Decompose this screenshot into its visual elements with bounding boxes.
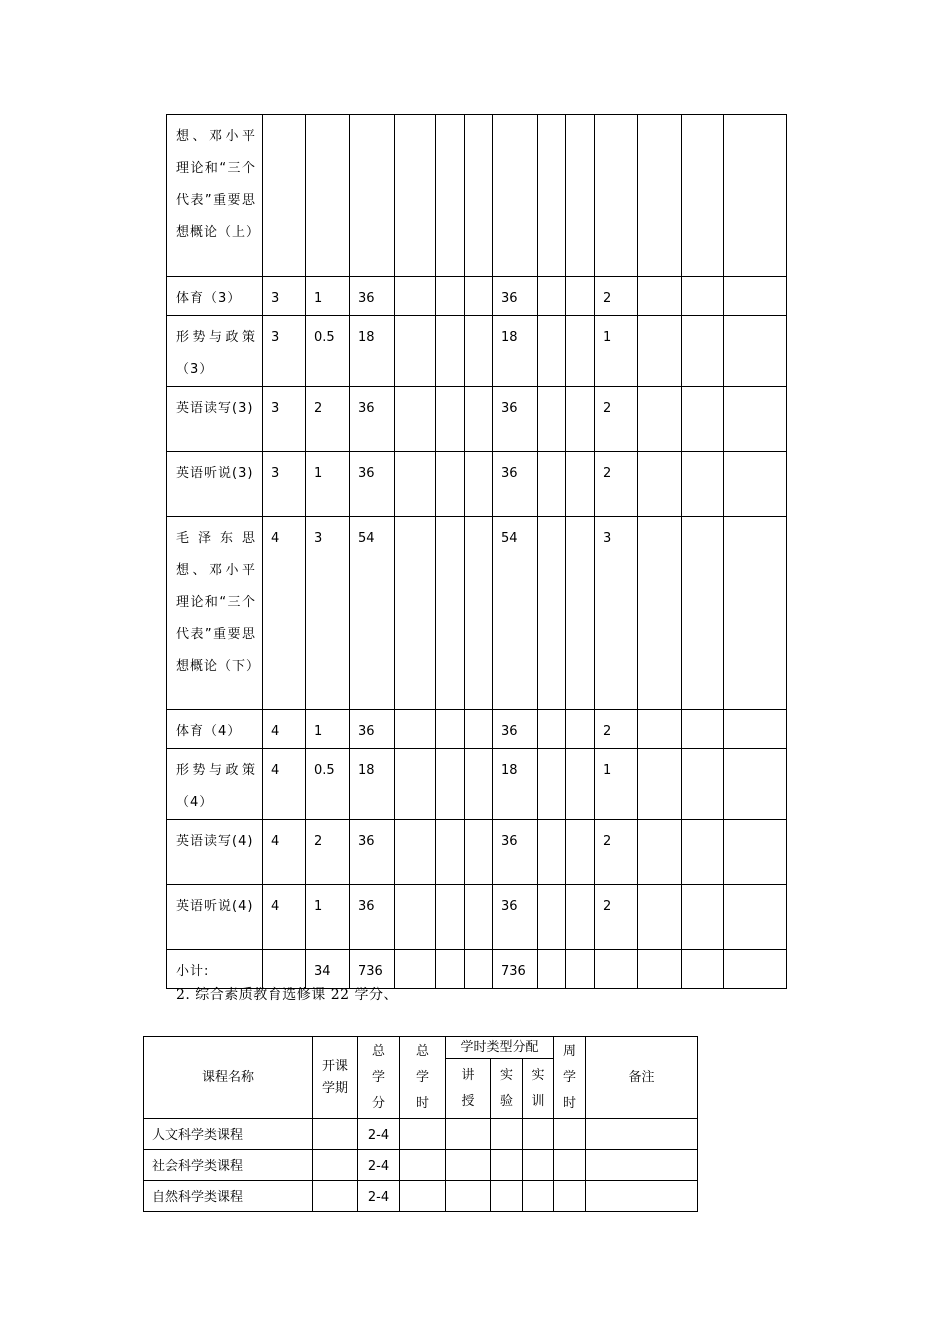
table-cell [638, 115, 682, 277]
table-cell [638, 749, 682, 820]
table-cell: 36 [493, 387, 538, 452]
table-cell [436, 885, 465, 950]
table-cell: 3 [263, 277, 306, 316]
table-cell: 1 [306, 710, 350, 749]
table-cell: 36 [350, 452, 395, 517]
table-cell [682, 115, 724, 277]
table-cell [263, 115, 306, 277]
table-cell: 36 [493, 452, 538, 517]
credit-cell: 2-4 [358, 1119, 400, 1150]
header-total-credit: 总 学 分 [358, 1037, 400, 1119]
table-cell [724, 387, 787, 452]
table-cell [313, 1119, 358, 1150]
table-cell [724, 820, 787, 885]
table-cell [638, 316, 682, 387]
course-name-cell: 体育（3） [167, 277, 263, 316]
table-cell: 2 [306, 820, 350, 885]
table-cell [586, 1119, 698, 1150]
table-cell [436, 452, 465, 517]
table-cell [493, 115, 538, 277]
table-cell [538, 316, 566, 387]
table-cell [465, 749, 493, 820]
table-row [167, 517, 787, 710]
course-name-cell: 英语听说(4) [167, 885, 263, 950]
table-cell [350, 115, 395, 277]
table-cell: 0.5 [306, 749, 350, 820]
table-cell [395, 387, 436, 452]
table-cell [538, 885, 566, 950]
table-cell [465, 115, 493, 277]
table-cell: 3 [595, 517, 638, 710]
table-cell: 3 [263, 387, 306, 452]
table-cell [446, 1119, 491, 1150]
course-name-cell: 体育（4） [167, 710, 263, 749]
table-cell: 3 [306, 517, 350, 710]
table-cell [263, 950, 306, 989]
table-cell [395, 452, 436, 517]
course-name-cell: 想、邓小平理论和“三个代表”重要思想概论（上） [167, 115, 263, 277]
table-cell: 4 [263, 517, 306, 710]
table-cell [586, 1150, 698, 1181]
table-cell: 36 [493, 710, 538, 749]
table-row [167, 277, 787, 316]
table-cell: 36 [493, 277, 538, 316]
table-cell [465, 820, 493, 885]
table-cell [395, 950, 436, 989]
course-table [166, 114, 787, 989]
table-cell: 36 [350, 710, 395, 749]
table-cell [306, 115, 350, 277]
table-cell: 36 [493, 820, 538, 885]
table-cell: 54 [350, 517, 395, 710]
table-cell: 1 [306, 885, 350, 950]
table-cell [313, 1181, 358, 1212]
table-cell [566, 749, 595, 820]
table-cell [436, 277, 465, 316]
table-cell: 1 [306, 277, 350, 316]
table-row [167, 950, 787, 989]
header-lecture: 讲 授 [446, 1059, 491, 1119]
table-cell: 4 [263, 820, 306, 885]
table-cell [395, 749, 436, 820]
table-row [167, 820, 787, 885]
table-cell [465, 885, 493, 950]
table-cell [682, 517, 724, 710]
table-row [144, 1119, 698, 1150]
table-cell [436, 387, 465, 452]
table-cell: 2 [595, 387, 638, 452]
table-cell [554, 1150, 586, 1181]
table-cell [682, 749, 724, 820]
table-cell: 36 [350, 885, 395, 950]
table-cell [595, 950, 638, 989]
table-row [167, 749, 787, 820]
table-cell [724, 316, 787, 387]
table-cell [465, 517, 493, 710]
table-cell [638, 452, 682, 517]
table-row [144, 1181, 698, 1212]
section-note: 2. 综合素质教育选修课 22 学分、 [176, 987, 399, 1003]
course-name-cell: 毛泽东思想、邓小平理论和“三个代表”重要思想概论（下） [167, 517, 263, 710]
table-cell [465, 710, 493, 749]
table-cell [538, 749, 566, 820]
table-cell [682, 277, 724, 316]
table-cell [400, 1150, 446, 1181]
table-cell [436, 820, 465, 885]
table-cell [638, 387, 682, 452]
table-cell [724, 710, 787, 749]
table-cell [554, 1181, 586, 1212]
table-cell: 36 [350, 820, 395, 885]
table-cell: 4 [263, 885, 306, 950]
table-cell [395, 277, 436, 316]
table-cell [395, 820, 436, 885]
table-cell [566, 277, 595, 316]
table-cell [638, 820, 682, 885]
course-name-cell: 小计: [167, 950, 263, 989]
table-cell [538, 387, 566, 452]
table-cell [395, 710, 436, 749]
credit-cell: 2-4 [358, 1181, 400, 1212]
header-hour-types: 学时类型分配 [446, 1037, 554, 1059]
header-total-hours: 总 学 时 [400, 1037, 446, 1119]
table-cell: 18 [350, 316, 395, 387]
table-cell: 0.5 [306, 316, 350, 387]
table-cell: 2 [595, 277, 638, 316]
table-cell [595, 115, 638, 277]
table-cell: 736 [493, 950, 538, 989]
header-remarks: 备注 [586, 1037, 698, 1119]
table-cell [538, 517, 566, 710]
table-cell [566, 517, 595, 710]
table-cell [724, 517, 787, 710]
table-cell: 2 [595, 820, 638, 885]
table-cell [395, 517, 436, 710]
table-cell [638, 517, 682, 710]
table-cell: 3 [263, 316, 306, 387]
table-cell [465, 316, 493, 387]
table-cell [682, 452, 724, 517]
table-cell [724, 277, 787, 316]
credit-cell: 2-4 [358, 1150, 400, 1181]
table-cell: 2 [595, 710, 638, 749]
table-cell [724, 885, 787, 950]
table-cell [465, 387, 493, 452]
course-name-cell: 形势与政策（3） [167, 316, 263, 387]
table-cell [538, 115, 566, 277]
table-cell [395, 316, 436, 387]
table-cell [724, 950, 787, 989]
table-cell [395, 885, 436, 950]
course-name-cell: 英语读写(4) [167, 820, 263, 885]
table-cell [586, 1181, 698, 1212]
table-cell [538, 452, 566, 517]
table-cell [400, 1181, 446, 1212]
table-row [144, 1150, 698, 1181]
table-cell [491, 1119, 523, 1150]
table-cell [566, 452, 595, 517]
table-cell [682, 885, 724, 950]
table-cell [436, 115, 465, 277]
table-row [167, 316, 787, 387]
table-cell [682, 316, 724, 387]
table-cell [566, 885, 595, 950]
table-cell: 36 [350, 387, 395, 452]
table-cell [523, 1181, 554, 1212]
table-cell [638, 710, 682, 749]
header-semester: 开课学期 [313, 1037, 358, 1119]
table-cell [446, 1150, 491, 1181]
table-cell [682, 950, 724, 989]
course-category-cell: 自然科学类课程 [144, 1181, 313, 1212]
table-row [167, 885, 787, 950]
table-row [167, 387, 787, 452]
table-cell [566, 710, 595, 749]
table-cell [566, 115, 595, 277]
table-cell [313, 1150, 358, 1181]
table-cell: 36 [493, 885, 538, 950]
table-cell: 736 [350, 950, 395, 989]
table-cell [436, 517, 465, 710]
table-cell [724, 749, 787, 820]
table-cell [682, 710, 724, 749]
table-row [167, 115, 787, 277]
table-cell [538, 820, 566, 885]
table-cell [465, 950, 493, 989]
course-name-cell: 英语听说(3) [167, 452, 263, 517]
table-cell [724, 115, 787, 277]
table-cell [523, 1119, 554, 1150]
table-cell: 18 [350, 749, 395, 820]
table-cell [395, 115, 436, 277]
table-cell [400, 1119, 446, 1150]
table-cell [638, 950, 682, 989]
table-cell [566, 950, 595, 989]
table-cell: 1 [595, 749, 638, 820]
table-cell [436, 749, 465, 820]
course-name-cell: 英语读写(3) [167, 387, 263, 452]
table-row [167, 710, 787, 749]
header-training: 实 训 [523, 1059, 554, 1119]
table-cell [566, 820, 595, 885]
table-cell [638, 277, 682, 316]
table-cell [682, 820, 724, 885]
table-cell [566, 387, 595, 452]
table-cell: 36 [350, 277, 395, 316]
header-course-name: 课程名称 [144, 1037, 313, 1119]
table-cell: 3 [263, 452, 306, 517]
header-weekly-hours: 周 学 时 [554, 1037, 586, 1119]
table-cell: 18 [493, 316, 538, 387]
course-category-cell: 人文科学类课程 [144, 1119, 313, 1150]
table-cell [436, 316, 465, 387]
table-cell: 1 [306, 452, 350, 517]
table-cell [554, 1119, 586, 1150]
table-cell: 18 [493, 749, 538, 820]
course-name-cell: 形势与政策（4） [167, 749, 263, 820]
table-cell [538, 710, 566, 749]
table-cell [566, 316, 595, 387]
table-cell: 1 [595, 316, 638, 387]
table-cell [638, 885, 682, 950]
table-cell [523, 1150, 554, 1181]
table-cell [491, 1181, 523, 1212]
table-row [167, 452, 787, 517]
course-category-cell: 社会科学类课程 [144, 1150, 313, 1181]
table-cell: 54 [493, 517, 538, 710]
table-cell: 4 [263, 749, 306, 820]
table-cell [538, 277, 566, 316]
table-cell [436, 950, 465, 989]
table-cell [724, 452, 787, 517]
table-cell: 34 [306, 950, 350, 989]
table-cell [465, 277, 493, 316]
table-cell: 4 [263, 710, 306, 749]
table-cell: 2 [595, 452, 638, 517]
table-cell [682, 387, 724, 452]
table-cell [538, 950, 566, 989]
elective-table [143, 1036, 698, 1212]
table-cell [436, 710, 465, 749]
table-cell [446, 1181, 491, 1212]
table-cell: 2 [595, 885, 638, 950]
table-cell [491, 1150, 523, 1181]
table-cell: 2 [306, 387, 350, 452]
header-experiment: 实 验 [491, 1059, 523, 1119]
table-cell [465, 452, 493, 517]
